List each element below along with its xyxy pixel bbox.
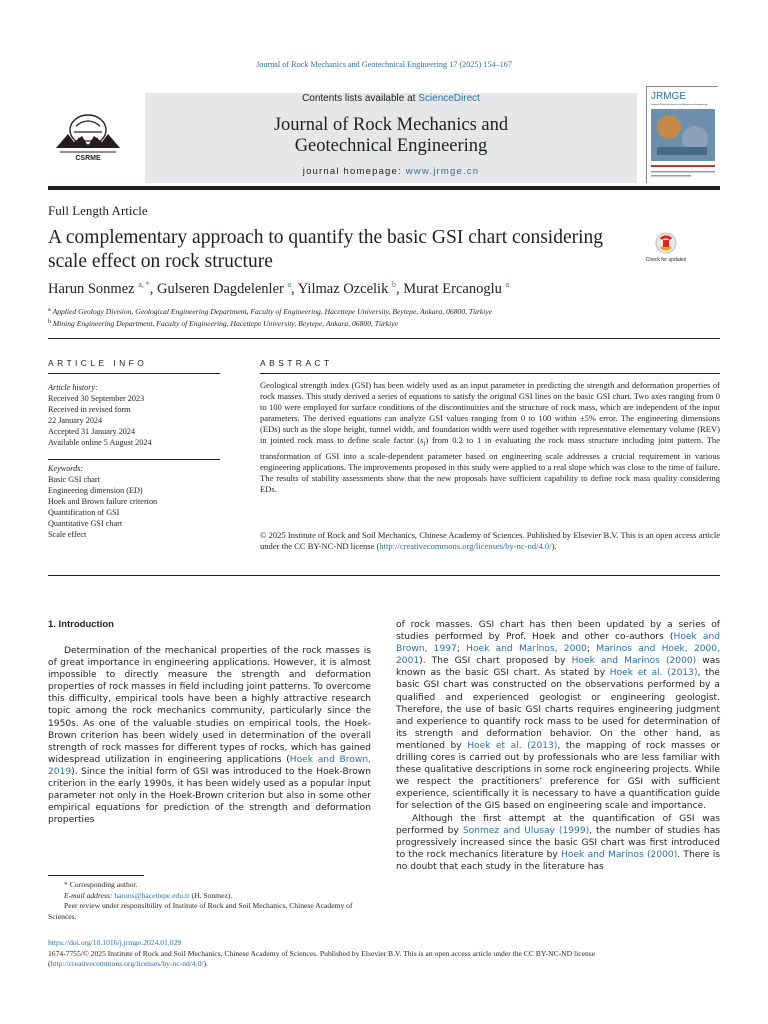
homepage-prefix: journal homepage: [302,166,406,177]
paragraph-text: was known as the basic GSI chart. As stated by [396,656,721,679]
author-name: Harun Sonmez [48,281,135,297]
keyword-item: Quantification of GSI [48,508,120,517]
affiliation-text: Applied Geology Division, Geological Engineering Department, Faculty of Engineering, Hacettepe University, Beytepe, Ankara, 06800, Türkiye [52,307,493,316]
abstract-bottom-divider [48,575,720,576]
abstract-part2: ) from 0.2 to 1 in evaluating the rock mass structure including joint pattern. The transformation of GSI into a scale-dependent parameter based on engineering scale addresses a crucial requirement in various engineering applications. The improvements proposed in this study were applied to a real slope which was close to the time of failure. The results of stability assessments show that the new proposals have sufficient capability to define rock mass quality considering EDs. [260,435,720,495]
affiliations [48,305,492,329]
article-title: A complementary approach to quantify the basic GSI chart considering scale effect on rock structure [48,227,604,272]
keywords-label: Keywords: [48,464,84,473]
footer-copyright-text: 1674-7755/© 2025 Institute of Rock and Soil Mechanics, Chinese Academy of Sciences. Published by Elsevier B.V. This is an open access article under the CC BY-NC-ND license ( [48,948,596,969]
copyright-end: ). [551,541,557,552]
author-affiliation-marker[interactable]: a, * [138,280,150,289]
history-item: Received 30 September 2023 [48,394,145,403]
introduction-heading: 1. Introduction [48,619,114,630]
sciencedirect-link[interactable]: ScienceDirect [418,93,480,104]
abstract-text [260,380,720,495]
contents-line [145,93,637,104]
doi-link[interactable]: https://doi.org/10.1016/j.jrmge.2024.01.029 [48,938,182,947]
page-footer [48,938,720,970]
article-history [48,382,220,448]
author-affiliation-marker[interactable]: b [391,280,396,289]
keyword-item: Hoek and Brown failure criterion [48,497,158,506]
footer-license-link[interactable]: http://creativecommons.org/licenses/by-nc-nd/4.0/ [50,959,204,969]
contents-prefix: Contents lists available at [302,93,419,104]
paragraph-text: , the mapping of rock masses or drilling cores is carried out by professionals who are less familiar with these qualitative descriptions in some rock engineering projects. While we respect the practitioners’ preference for GSI with sufficient experience, scientifically it is necessary to have a quantification guide for selection of the GIS based on engineering scale and importance. [396,740,720,812]
paragraph-text: Determination of the mechanical properties of the rock masses is of great importance in engineering applications. However, it is almost impossible to directly measure the strength and deformation properties of rock masses in field including joint patterns. To overcome this difficulty, empirical tools have been a highly attractive research topic among the rock mechanics community, particularly since the 1950s. As one of the valuable studies on empirical tools, the Hoek-Brown criterion has been widely used in determination of the overall strength of rock masses for different types of rocks, which has gained widespread utilization in engineering applications ( [48,646,371,765]
masthead [145,93,637,183]
journal-name-line2: Geotechnical Engineering [294,136,488,156]
abstract-heading: ABSTRACT [260,358,333,368]
footnote-divider [48,875,144,876]
paragraph-text: of rock masses. GSI chart has then been updated by a series of studies performed by Prof. Hoek and other co-authors ( [396,620,720,643]
citation-link[interactable]: Sonmez and Ulusay (1999) [462,825,590,836]
keyword-item: Scale effect [48,530,87,539]
email-label: E-mail address: [64,890,115,900]
keywords-divider [48,459,220,460]
email-note [48,891,378,902]
citation-link[interactable]: Hoek and Brown, 2019 [48,754,371,777]
author-name: Murat Ercanoglu [403,281,502,297]
paragraph-text: Although the first attempt at the quantification of GSI was performed by [396,813,720,836]
article-info-divider [48,373,220,374]
affiliation-marker: a [48,307,51,313]
keyword-item: Engineering dimension (ED) [48,486,143,495]
history-item: 22 January 2024 [48,416,103,425]
paragraph-text: , the basic GSI chart was constructed on the observations performed by a qualified and experienced geologist or engineering geologist. Therefore, the use of basic GSI charts requires engineering judgment and experience to quantify rock mass to be used for determination of its strength and deformation behavior. On the other hand, as mentioned by [396,668,721,751]
affiliation-a [48,305,492,317]
cover-subtitle: Journal of Rock Mechanics and Geotechnical Engineering [651,104,708,106]
logo-text: CSRME [75,155,101,162]
paragraph-text: ). The GSI chart proposed by [419,656,572,667]
homepage-link[interactable]: www.jrmge.cn [405,166,480,177]
header-divider [48,186,720,190]
abstract-copyright [260,530,720,552]
badge-text: Check for updates [645,257,687,263]
paragraph [396,813,720,873]
section-divider [48,338,720,339]
keyword-item: Basic GSI chart [48,475,100,484]
keyword-item: Quantitative GSI chart [48,519,123,528]
abstract-part1: Geological strength index (GSI) has been widely used as an input parameter in predicting the strength and deformation properties of rock masses. This study derived a series of equations to satisfy the original GSI lines on the basic GSI chart. Two axes ranging from 0 to 100 were employed for surface conditions of the discontinuities and the structure of rock mass, which are independent of the input parameters. The derived equations can analyze GSI values ranging from 0 to 100 within ±5% error. The engineering dimensions (EDs) such as the slope height, tunnel width, and foundation width were used together with representative elementary volume (REV) in jointed rock mass to define scale factor ( [260,380,720,446]
history-item: Available online 5 August 2024 [48,438,152,447]
scale-factor-symbol: s [420,435,424,446]
check-for-updates-badge[interactable] [645,230,687,266]
citation-link[interactable]: Hoek and Marinos, 2000 [466,644,587,655]
author-list: Harun Sonmez $^{a, *}$, Gulseren Dagdelenler $^a$, Yilmaz Ozcelik $^b$, Murat Ercanoglu $^a$ [48,280,510,297]
keywords [48,463,220,540]
citation-link[interactable]: Hoek and Marinos (2000) [571,656,697,667]
journal-name [145,115,637,157]
cover-title: JRMGE [651,91,686,102]
csrme-logo [46,112,130,162]
paragraph: of rock masses. GSI chart has then been updated by a series of studies performed by Prof. Hoek and other co-authors (Hoek and Brown, 1997; Hoek and Marinos, 2000; Marinos and Hoek, 2000, 2001). The GSI chart proposed by Hoek and Marinos (2000) was known as the basic GSI chart. As stated by Hoek et al. (2013), the basic GSI chart was constructed on the observations performed by a qualified and experienced geologist or engineering geologist. Therefore, the use of basic GSI charts requires engineering judgment and experience to quantify rock mass to be used for determination of its strength and deformation behavior. On the other hand, as mentioned by Hoek et al. (2013), the mapping of rock masses or drilling cores is carried out by professionals who are less familiar with these qualitative descriptions in some rock engineering projects. While we respect the practitioners’ preference for GSI with sufficient experience, scientifically it is necessary to have a quantification guide for selection of the GIS based on engineering scale and importance. [396,620,721,812]
author-affiliation-marker[interactable]: a [505,280,510,289]
author-affiliation-marker[interactable]: a [287,280,292,289]
paragraph-text: , the number of studies has progressively increased since the basic GSI chart was first introduced to the rock mechanics literature by [396,825,720,860]
journal-homepage [145,166,637,177]
history-item: Received in revised form [48,405,131,414]
author-name: Yilmaz Ozcelik [297,281,389,297]
article-info-heading: ARTICLE INFO [48,358,148,368]
peer-review-note: Peer review under responsibility of Institute of Rock and Soil Mechanics, Chinese Academy of Sciences. [48,901,353,921]
journal-citation[interactable]: Journal of Rock Mechanics and Geotechnical Engineering 17 (2025) 154–167 [256,60,512,69]
copyright-text: © 2025 Institute of Rock and Soil Mechanics, Chinese Academy of Sciences. Published by Elsevier B.V. This is an open access article under the CC BY-NC-ND license ( [260,530,720,552]
abstract-divider [260,373,720,374]
citation-link[interactable]: Marinos and Hoek, 2000, 2001 [396,644,720,667]
license-link[interactable]: http://creativecommons.org/licenses/by-nc-nd/4.0/ [379,541,552,552]
paragraph-text: . There is no doubt that each study in the literature has [396,849,721,872]
citation-link[interactable]: Hoek et al. (2013) [609,668,698,679]
article-type: Full Length Article [48,203,148,218]
citation-link[interactable]: Hoek et al. (2013) [467,740,558,751]
scale-factor-subscript: f [423,441,426,448]
citation-link[interactable]: Hoek and Brown, 1997 [396,632,721,655]
history-label: Article history: [48,383,98,392]
footer-copyright [48,949,720,970]
footer-license-end: ). [203,959,208,969]
corresponding-author-note: * Corresponding author. [64,880,138,889]
paragraph-text: ). Since the initial form of GSI was introduced to the Hoek-Brown criterion in the early 1990s, it has been widely used as a popular input parameter not only in the Hoek-Brown criterion but also in some other empirical equations for prediction of the strength and deformation properties [48,766,371,826]
email-link[interactable]: haruns@hacettepe.edu.tr [114,890,190,900]
body-column-right [396,619,720,873]
citation-link[interactable]: Hoek and Marinos (2000) [561,849,678,860]
affiliation-text: Mining Engineering Department, Faculty of Engineering, Hacettepe University, Beytepe, Ankara, 06800, Türkiye [52,319,398,328]
journal-cover-image[interactable] [646,86,718,183]
email-suffix: (H. Sonmez). [189,890,233,900]
affiliation-b [48,317,492,329]
footnotes [48,880,378,922]
author-name: Gulseren Dagdelenler [157,281,284,297]
history-item: Accepted 31 January 2024 [48,427,136,436]
affiliation-marker: b [48,319,51,325]
body-column-left [48,645,371,826]
journal-name-line1: Journal of Rock Mechanics and [273,115,509,135]
